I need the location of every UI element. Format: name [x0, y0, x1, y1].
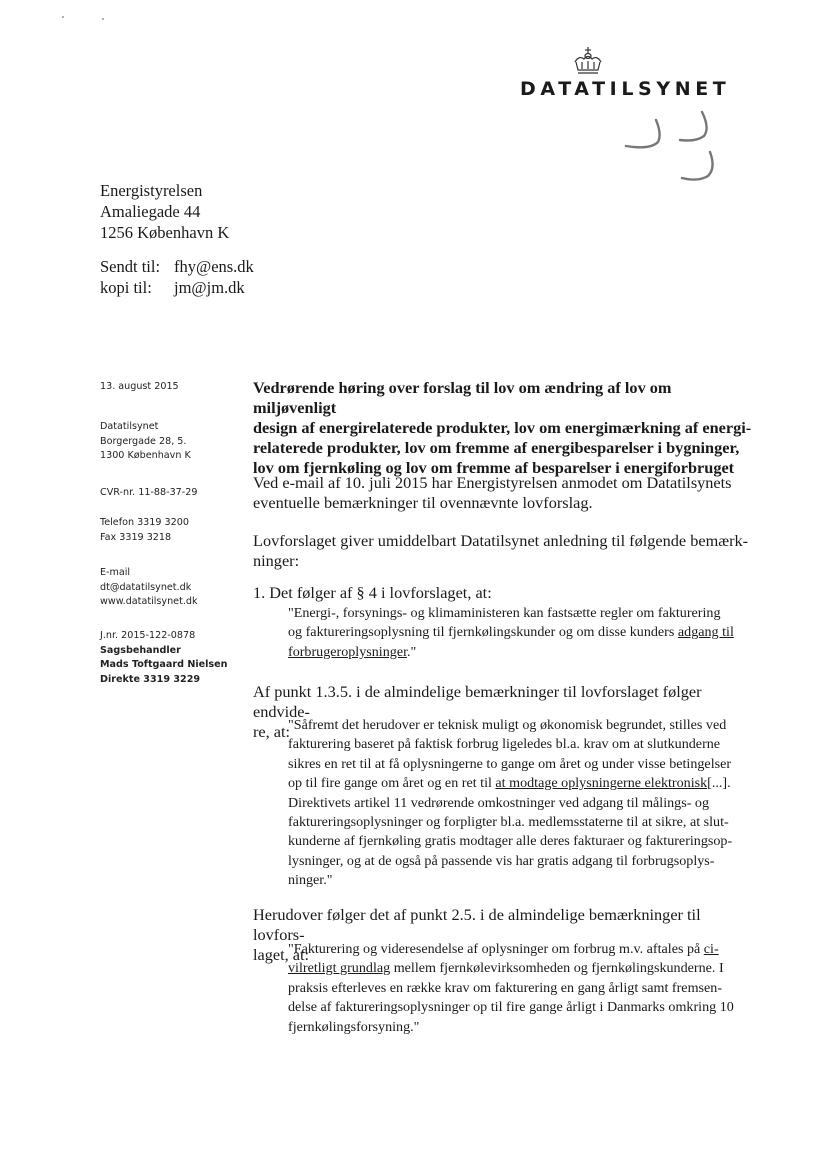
cc-email: jm@jm.dk — [174, 278, 245, 297]
quote-line: fjernkølingsforsyning." — [288, 1018, 420, 1035]
body-line: Lovforslaget giver umiddelbart Datatilsynet anledning til følgende bemærk- — [253, 531, 749, 550]
scan-speck — [62, 16, 64, 18]
quote-line: vilretligt grundlag mellem fjernkølevirksomheden og fjernkølingskunderne. I — [288, 960, 724, 977]
body-line: ninger: — [253, 551, 300, 570]
quote-line: faktureringsoplysninger og forpligter bl.a. medlemsstaterne til at sikre, at slut- — [288, 814, 729, 831]
quote-line: ninger." — [288, 872, 333, 889]
quote-line: "Fakturering og videresendelse af oplysninger om forbrug m.v. aftales på ci- — [288, 941, 719, 957]
sender-street: Borgergade 28, 5. — [100, 435, 187, 447]
intro-paragraph — [253, 473, 753, 513]
subject-line: lov om fjernkøling og lov om fremme af besparelser i energiforbruget — [253, 458, 735, 477]
letter-date: 13. august 2015 — [100, 381, 179, 392]
handler-name: Mads Toftgaard Nielsen — [100, 659, 228, 671]
sent-block — [100, 256, 254, 298]
quote-line: sikres en ret til at få oplysningerne to gange om året og under visse betingelser — [288, 755, 732, 772]
brand-logo: DATATILSYNET — [520, 78, 731, 100]
body-line: Herudover følger det af punkt 2.5. i de almindelige bemærkninger til lovfors- — [253, 905, 701, 944]
sender-address — [100, 420, 191, 464]
point-number: 1. — [253, 583, 266, 602]
quote-one — [288, 604, 758, 662]
body-line: laget, at: — [253, 945, 310, 964]
sender-name: Datatilsynet — [100, 421, 159, 432]
journal-number: J.nr. 2015-122-0878 — [100, 630, 196, 641]
fax-number: Fax 3319 3218 — [100, 531, 172, 543]
handwritten-initials — [620, 106, 730, 188]
email-label: E-mail — [100, 567, 131, 578]
point-one — [253, 583, 753, 603]
subject-line: Vedrørende høring over forslag til lov om ændring af lov om miljøvenligt — [253, 378, 672, 417]
point-text: Det følger af § 4 i lovforslaget, at: — [269, 583, 492, 602]
cc-label: kopi til: — [100, 278, 152, 297]
subject-line: design af energirelaterede produkter, lov om energimærkning af energi- — [253, 418, 752, 437]
quote-line: kunderne af fjernkøling gratis modtager alle deres fakturaer og faktureringsop- — [288, 833, 733, 850]
body-line: eventuelle bemærkninger til ovennævnte lovforslag. — [253, 493, 593, 512]
underlined-text: vilretligt grundlag — [288, 960, 391, 977]
contact-phone — [100, 516, 189, 545]
quote-two — [288, 716, 758, 891]
body-line: Ved e-mail af 10. juli 2015 har Energistyrelsen anmodet om Datatilsynets — [253, 473, 732, 492]
underlined-text: at modtage oplysningerne elektronisk — [495, 775, 708, 792]
cvr-number: CVR-nr. 11-88-37-29 — [100, 487, 198, 498]
underlined-text: adgang til — [677, 624, 734, 641]
sender-city: 1300 København K — [100, 450, 191, 462]
quote-line: lysninger, og at de også på passende vis har gratis adgang til forbrugsoplys- — [288, 852, 715, 869]
sent-to-email: fhy@ens.dk — [174, 257, 254, 276]
contact-web — [100, 566, 198, 610]
recipient-line: 1256 København K — [100, 223, 230, 242]
quote-line: "Såfremt det herudover er teknisk muligt og økonomisk begrundet, stilles ved — [288, 717, 727, 733]
direct-phone: Direkte 3319 3229 — [100, 673, 201, 685]
handler-label: Sagsbehandler — [100, 644, 181, 656]
recipient-address — [100, 180, 229, 243]
quote-line: delse af faktureringsoplysninger op til fire gange årligt i Danmarks omkring 10 — [288, 999, 734, 1016]
recipient-line: Amaliegade 44 — [100, 202, 201, 221]
body-line: re, at: — [253, 722, 291, 741]
recipient-line: Energistyrelsen — [100, 181, 203, 200]
email-address: dt@datatilsynet.dk — [100, 581, 192, 593]
phone-number: Telefon 3319 3200 — [100, 517, 189, 528]
subject-line: relaterede produkter, lov om fremme af energibesparelser i bygninger, — [253, 438, 740, 457]
website: www.datatilsynet.dk — [100, 596, 198, 608]
underlined-text: forbrugeroplysninger — [288, 643, 407, 660]
quote-line: Direktivets artikel 11 vedrørende omkostninger ved adgang til målings- og — [288, 794, 710, 811]
quote-line: op til fire gange om året og en ret til at modtage oplysningerne elektronisk[...]. — [288, 775, 731, 792]
paragraph-remarks — [253, 531, 753, 571]
quote-line: praksis efterleves en række krav om fakturering en gang årligt samt fremsen- — [288, 979, 723, 996]
quote-line: fakturering baseret på faktisk forbrug ligeledes bl.a. krav om at slutkunderne — [288, 736, 721, 753]
quote-line: forbrugeroplysninger." — [288, 643, 417, 660]
body-line: Af punkt 1.3.5. i de almindelige bemærkninger til lovforslaget følger endvide- — [253, 682, 702, 721]
scan-speck — [102, 18, 104, 20]
quote-three — [288, 940, 758, 1037]
letter-subject — [253, 378, 753, 478]
case-info — [100, 629, 227, 687]
sent-to-label: Sendt til: — [100, 257, 161, 276]
quote-line: og faktureringsoplysning til fjernkølingskunder og om disse kunders adgang til — [288, 624, 734, 641]
quote-line: "Energi-, forsynings- og klimaministeren kan fastsætte regler om fakturering — [288, 605, 721, 621]
crown-icon — [571, 46, 605, 76]
underlined-text: ci- — [703, 941, 719, 957]
